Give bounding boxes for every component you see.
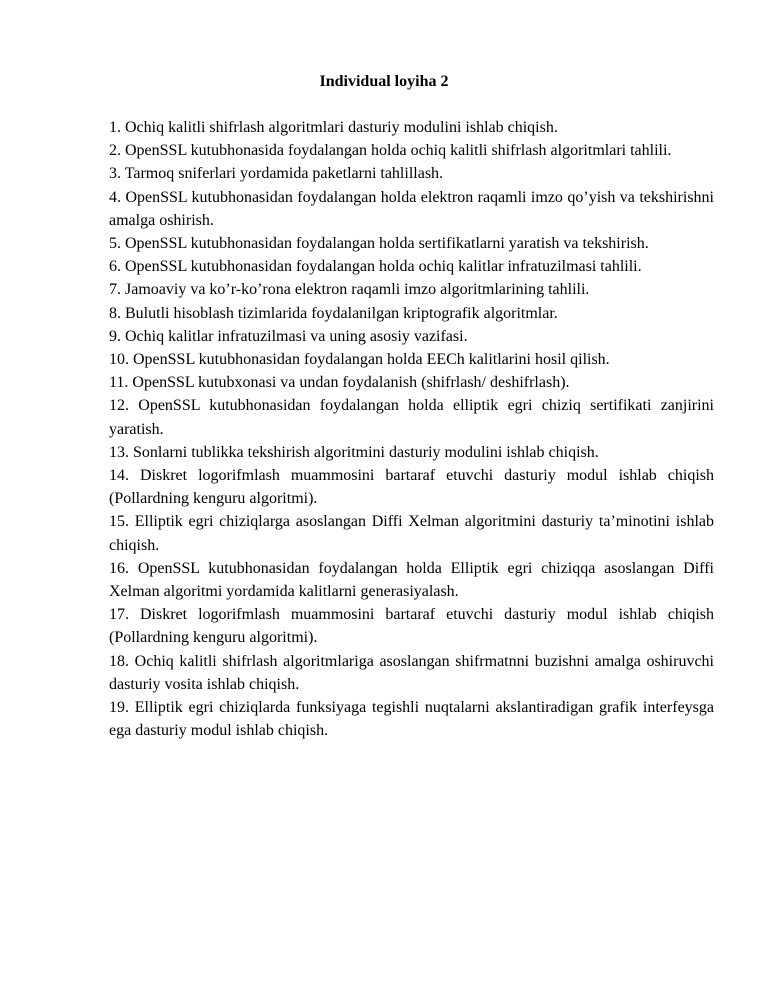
list-item: 16. OpenSSL kutubhonasidan foydalangan holda Elliptik egri chiziqqa asoslangan Diffi Xelman algoritmi yordamida kalitlarni generasiyalash. [109, 559, 714, 601]
page-title: Individual loyiha 2 [319, 73, 449, 90]
list-item: 14. Diskret logorifmlash muammosini bartaraf etuvchi dasturiy modul ishlab chiqish (Pollardning kenguru algoritmi). [109, 467, 714, 508]
list-item: 3. Tarmoq sniferlari yordamida paketlarni tahlillash. [109, 165, 444, 183]
list-item: 12. OpenSSL kutubhonasidan foydalangan holda elliptik egri chiziq sertifikati zanjirini yaratish. [109, 397, 714, 438]
list-item: 19. Elliptik egri chiziqlarda funksiyaga tegishli nuqtalarni akslantiradigan grafik interfeysga ega dasturiy modul ishlab chiqish. [109, 699, 714, 740]
list-item: 1. Ochiq kalitli shifrlash algoritmlari dasturiy modulini ishlab chiqish. [109, 119, 558, 136]
list-item: 11. OpenSSL kutubxonasi va undan foydalanish (shifrlash/ deshifrlash). [109, 374, 570, 392]
list-item: 2. OpenSSL kutubhonasida foydalangan holda ochiq kalitli shifrlash algoritmlari tahlili. [109, 142, 672, 160]
list-item: 15. Elliptik egri chiziqlarga asoslangan Diffi Xelman algoritmini dasturiy ta’minotini ishlab chiqish. [109, 513, 714, 554]
list-item: 10. OpenSSL kutubhonasidan foydalangan holda EECh kalitlarini hosil qilish. [109, 351, 610, 369]
list-item: 5. OpenSSL kutubhonasidan foydalangan holda sertifikatlarni yaratish va tekshirish. [109, 235, 649, 253]
list-item: 7. Jamoaviy va ko’r-ko’rona elektron raqamli imzo algoritmlarining tahlili. [109, 281, 590, 299]
topic-list [109, 116, 714, 742]
list-item: 17. Diskret logorifmlash muammosini bartaraf etuvchi dasturiy modul ishlab chiqish (Pollardning kenguru algoritmi). [109, 606, 714, 647]
list-item: 6. OpenSSL kutubhonasidan foydalangan holda ochiq kalitlar infratuzilmasi tahlili. [109, 258, 642, 276]
list-item: 8. Bulutli hisoblash tizimlarida foydalanilgan kriptografik algoritmlar. [109, 304, 558, 322]
list-item: 18. Ochiq kalitli shifrlash algoritmlariga asoslangan shifrmatnni buzishni amalga oshiruvchi dasturiy vosita ishlab chiqish. [109, 652, 714, 693]
list-item: 13. Sonlarni tublikka tekshirish algoritmini dasturiy modulini ishlab chiqish. [109, 443, 599, 461]
list-item: 9. Ochiq kalitlar infratuzilmasi va uning asosiy vazifasi. [109, 327, 468, 345]
list-item: 4. OpenSSL kutubhonasidan foydalangan holda elektron raqamli imzo qo’yish va tekshirishni amalga oshirish. [109, 188, 714, 229]
